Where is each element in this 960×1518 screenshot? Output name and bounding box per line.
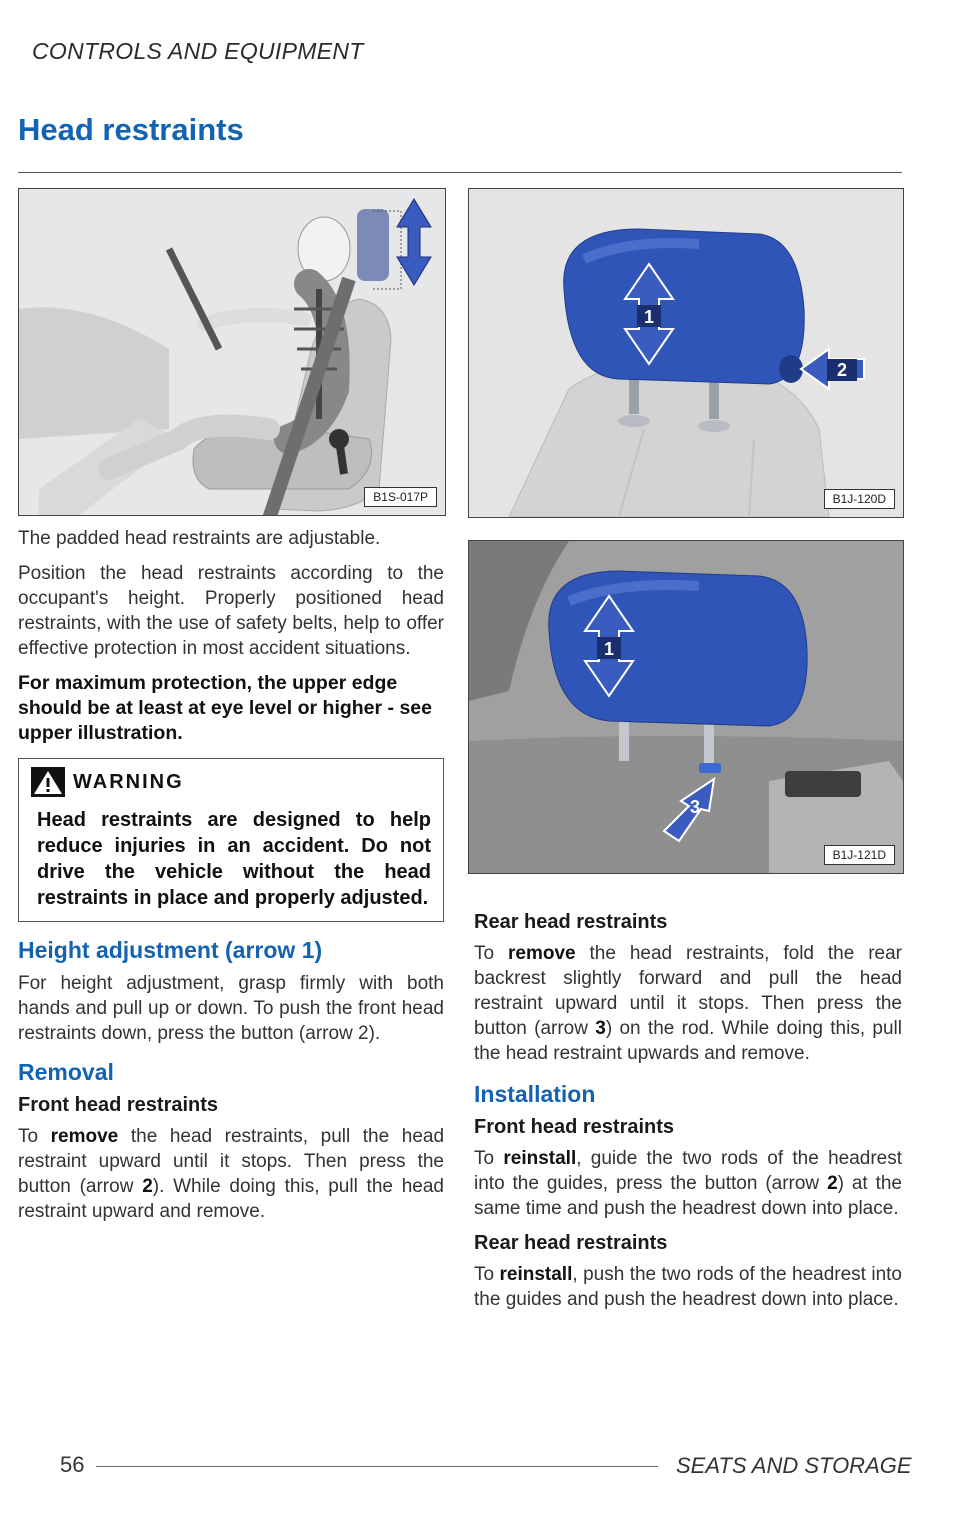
front-install-text-a: , guide the two rods of the headrest into the guides, press the button (arrow (474, 1148, 903, 1194)
position-paragraph: Position the head restraints according to the occupant's height. Properly positioned head restraints, with the use of safety belts, help to offer effective protection in most accident situations. (18, 563, 444, 659)
driver-illustration (19, 189, 445, 515)
keyword-reinstall: reinstall (499, 1264, 573, 1285)
rear-removal-text-a: the head restraints, fold the rear backrest slightly forward and pull the head restraint upward until it stops. Then press the button (arrow (474, 943, 903, 1039)
height-adjustment-text: For height adjustment, grasp firmly with both hands and pull up or down. To push the front head restraints down, press the button (arrow 2). (18, 973, 444, 1044)
keyword-reinstall: reinstall (503, 1148, 577, 1169)
figure-rear-restraint (468, 540, 904, 874)
rear-install-text (474, 1262, 902, 1312)
warning-text: Head restraints are designed to help reduce injuries in an accident. Do not drive the vehicle without the head restraints in place and properly adjusted. (37, 809, 431, 909)
keyword-remove: remove (50, 1126, 119, 1147)
intro-paragraph: The padded head restraints are adjustable. (18, 528, 381, 549)
arrow-1-label: 1 (643, 307, 655, 327)
rear-removal-text (474, 941, 902, 1066)
section-header: CONTROLS AND EQUIPMENT (32, 38, 364, 64)
front-removal-text-b: ). While doing this, pull the head restraint upward and remove. (18, 1176, 444, 1222)
figure-code: B1S-017P (364, 487, 437, 507)
installation-heading: Installation (474, 1081, 596, 1107)
front-install-text-b: ) at the same time and push the headrest down into place. (474, 1173, 902, 1219)
left-column (18, 526, 444, 1234)
front-install-heading: Front head restraints (474, 1116, 675, 1138)
figure-front-restraint (468, 188, 904, 518)
text-to: To (18, 1126, 39, 1147)
warning-icon (31, 767, 65, 797)
arrow-2-label: 2 (836, 360, 848, 380)
max-protection-note: For maximum protection, the upper edge should be at least at eye level or higher - see upper illustration. (18, 672, 432, 744)
front-removal-heading: Front head restraints (18, 1094, 219, 1116)
text-to: To (474, 1148, 495, 1169)
text-to: To (474, 1264, 495, 1285)
removal-heading: Removal (18, 1059, 114, 1085)
right-column (474, 910, 902, 1322)
warning-label: WARNING (73, 770, 184, 793)
page-title: Head restraints (18, 112, 244, 147)
page-number: 56 (60, 1452, 85, 1477)
front-removal-text (18, 1124, 444, 1224)
front-install-text (474, 1146, 902, 1221)
front-restraint-illustration (469, 189, 903, 517)
rear-install-text-body: , push the two rods of the headrest into the guides and push the headrest down into place. (474, 1264, 902, 1310)
title-divider (18, 172, 902, 173)
figure-code: B1J-120D (824, 489, 895, 509)
arrow-1-label: 1 (603, 639, 615, 659)
rear-restraint-illustration (469, 541, 903, 873)
footer-divider-left (96, 1466, 658, 1467)
footer-section: SEATS AND STORAGE (676, 1453, 912, 1478)
warning-header (19, 759, 443, 803)
rear-removal-heading: Rear head restraints (474, 911, 668, 933)
text-to: To (474, 943, 495, 964)
arrow-number: 2 (827, 1173, 838, 1194)
arrow-3-label: 3 (689, 797, 701, 817)
height-adjustment-heading: Height adjustment (arrow 1) (18, 937, 323, 963)
arrow-number: 3 (595, 1018, 606, 1039)
front-removal-text-a: the head restraints, pull the head restraint upward until it stops. Then press the button (arrow (18, 1126, 445, 1197)
rear-install-heading: Rear head restraints (474, 1232, 668, 1254)
figure-code: B1J-121D (824, 845, 895, 865)
keyword-remove: remove (508, 943, 576, 964)
warning-box (18, 758, 444, 922)
arrow-number: 2 (142, 1176, 153, 1197)
rear-removal-text-b: ) on the rod. While doing this, pull the head restraint upwards and remove. (474, 1018, 902, 1064)
figure-driver-position (18, 188, 446, 516)
